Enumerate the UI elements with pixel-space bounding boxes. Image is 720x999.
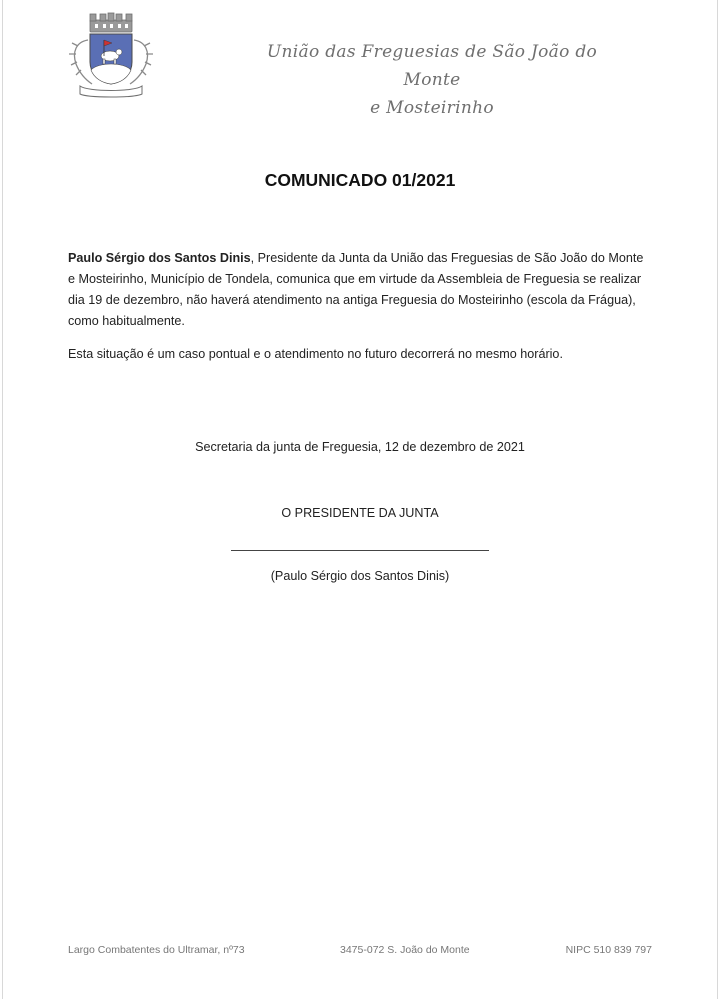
body-paragraph-2: Esta situação é um caso pontual e o atendimento no futuro decorrerá no mesmo horário.: [68, 347, 563, 361]
body-paragraph-1: [68, 248, 653, 332]
organization-name-line1: União das Freguesias de São João do Monte: [266, 42, 598, 90]
organization-name-line2: e Mosteirinho: [370, 98, 494, 118]
coat-of-arms-icon: [68, 12, 154, 98]
footer-address: Largo Combatentes do Ultramar, nº73: [68, 944, 245, 956]
footer-postal-code: 3475-072 S. João do Monte: [340, 944, 470, 956]
place-and-date: Secretaria da junta de Freguesia, 12 de dezembro de 2021: [195, 440, 525, 454]
page-edge-left: [2, 0, 3, 999]
signature-name: (Paulo Sérgio dos Santos Dinis): [270, 569, 450, 583]
signature-title: O PRESIDENTE DA JUNTA: [281, 506, 439, 520]
signature-line: [231, 550, 489, 551]
president-name: Paulo Sérgio dos Santos Dinis: [68, 251, 251, 265]
document-body: [68, 248, 653, 377]
body-paragraph-1-text: , Presidente da Junta da União das Freguesias de São João do Monte e Mosteirinho, Município de Tondela, comunica que em virtude da Assembleia de Freguesia se realizar dia 19 de dezembro, não haverá atendimento na antiga Freguesia do Mosteirinho (escola da Frágua), como habitualmente.: [68, 251, 644, 328]
letterhead: [62, 8, 662, 118]
page-edge-right: [717, 0, 718, 999]
page-footer: [68, 944, 652, 960]
footer-nipc: NIPC 510 839 797: [565, 944, 652, 956]
organization-name: [242, 38, 622, 122]
document-title: COMUNICADO 01/2021: [264, 170, 456, 190]
